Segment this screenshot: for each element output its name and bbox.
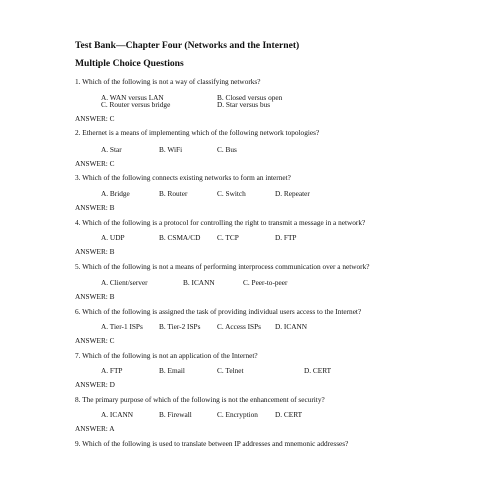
q7-answer: ANSWER: D <box>75 380 115 389</box>
q8-option-d: D. CERT <box>275 410 303 419</box>
q7-option-c: C. Telnet <box>217 366 244 375</box>
q6-answer: ANSWER: C <box>75 336 115 345</box>
q8-option-b: B. Firewall <box>159 410 192 419</box>
q2-option-c: C. Bus <box>217 145 237 154</box>
q4-option-c: C. TCP <box>217 233 239 242</box>
question-5: 5. Which of the following is not a means of performing interprocess communication over a network? <box>75 262 370 271</box>
q8-option-c: C. Encryption <box>217 410 258 419</box>
q7-option-d: D. CERT <box>304 366 332 375</box>
question-3: 3. Which of the following connects existing networks to form an internet? <box>75 173 291 182</box>
question-2: 2. Ethernet is a means of implementing which of the following network topologies? <box>75 128 320 137</box>
q6-option-b: B. Tier-2 ISPs <box>159 322 201 331</box>
q4-option-a: A. UDP <box>101 233 125 242</box>
q5-option-a: A. Client/server <box>101 278 148 287</box>
q7-option-b: B. Email <box>159 366 185 375</box>
question-1: 1. Which of the following is not a way of classifying networks? <box>75 77 261 86</box>
q1-option-c: C. Router versus bridge <box>101 100 171 109</box>
q5-answer: ANSWER: B <box>75 292 115 301</box>
question-9: 9. Which of the following is used to translate between IP addresses and mnemonic addresses? <box>75 439 349 448</box>
q3-option-a: A. Bridge <box>101 189 130 198</box>
q6-option-c: C. Access ISPs <box>217 322 261 331</box>
q1-option-a: A. WAN versus LAN <box>101 93 164 102</box>
q4-option-d: D. FTP <box>275 233 297 242</box>
q6-option-a: A. Tier-1 ISPs <box>101 322 143 331</box>
q1-option-d: D. Star versus bus <box>217 100 271 109</box>
q5-option-c: C. Peer-to-peer <box>243 278 288 287</box>
doc-title: Test Bank—Chapter Four (Networks and the Internet) <box>75 40 300 51</box>
q1-answer: ANSWER: C <box>75 114 115 123</box>
q8-option-a: A. ICANN <box>101 410 134 419</box>
q8-answer: ANSWER: A <box>75 424 115 433</box>
q4-answer: ANSWER: B <box>75 247 115 256</box>
q6-option-d: D. ICANN <box>275 322 308 331</box>
question-4: 4. Which of the following is a protocol for controlling the right to transmit a message in a network? <box>75 218 366 227</box>
q3-answer: ANSWER: B <box>75 203 115 212</box>
q1-option-b: B. Closed versus open <box>217 93 283 102</box>
question-6: 6. Which of the following is assigned the task of providing individual users access to the Internet? <box>75 307 362 316</box>
q2-option-b: B. WiFi <box>159 145 183 154</box>
q5-option-b: B. ICANN <box>183 278 215 287</box>
q2-option-a: A. Star <box>101 145 122 154</box>
q7-option-a: A. FTP <box>101 366 123 375</box>
q3-option-c: C. Switch <box>217 189 246 198</box>
q3-option-b: B. Router <box>159 189 188 198</box>
q2-answer: ANSWER: C <box>75 159 115 168</box>
q4-option-b: B. CSMA/CD <box>159 233 201 242</box>
question-8: 8. The primary purpose of which of the following is not the enhancement of security? <box>75 395 325 404</box>
section-heading: Multiple Choice Questions <box>75 58 184 69</box>
q3-option-d: D. Repeater <box>275 189 310 198</box>
question-7: 7. Which of the following is not an application of the Internet? <box>75 351 258 360</box>
